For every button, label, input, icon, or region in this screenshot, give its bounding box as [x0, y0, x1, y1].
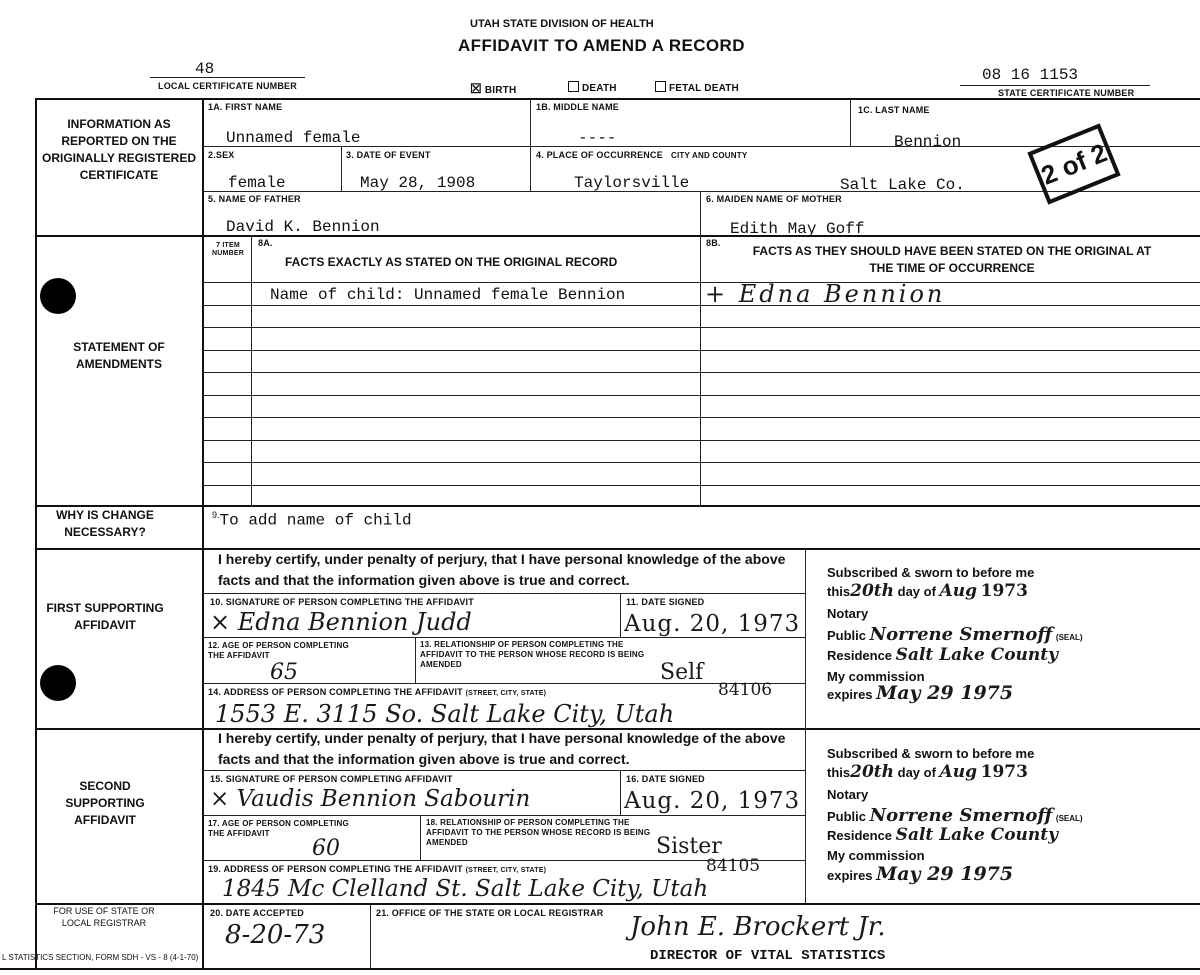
- col-8a-number: 8A.: [258, 238, 273, 248]
- amendment-row-line: [202, 327, 1200, 328]
- date-of-event-value: May 28, 1908: [360, 174, 476, 192]
- second-certify-text: I hereby certify, under penalty of perjury, that I have personal knowledge of the above facts and that the information given above is true and correct.: [218, 730, 786, 767]
- sex-label: 2.SEX: [208, 150, 235, 160]
- first-date-value: Aug. 20, 1973: [624, 611, 801, 637]
- col-8b-heading: FACTS AS THEY SHOULD HAVE BEEN STATED ON THE ORIGINAL AT THE TIME OF OCCURRENCE: [752, 244, 1152, 275]
- amendment-row-line: [202, 417, 1200, 418]
- last-name-value: Bennion: [894, 133, 962, 151]
- second-commission: My commission: [827, 848, 925, 863]
- death-checkbox: DEATH: [568, 81, 617, 94]
- section-why-label: WHY IS CHANGE NECESSARY?: [56, 508, 154, 539]
- sex-value: female: [228, 174, 286, 192]
- middle-name-value: ----: [578, 129, 617, 147]
- amendment-row-line: [202, 305, 1200, 306]
- amendment-row-line: [202, 350, 1200, 351]
- second-sworn: Subscribed & sworn to before me: [827, 746, 1035, 761]
- first-residence: Residence Salt Lake County: [827, 645, 1058, 665]
- col-8a-heading: FACTS EXACTLY AS STATED ON THE ORIGINAL RECORD: [285, 255, 618, 269]
- second-address-value: 1845 Mc Clelland St. Salt Lake City, Utah: [222, 876, 709, 902]
- first-name-label: 1A. FIRST NAME: [208, 102, 283, 112]
- first-notary-label: Notary: [827, 606, 869, 621]
- registrar-title: DIRECTOR OF VITAL STATISTICS: [650, 948, 886, 964]
- first-address-value: 1553 E. 3115 So. Salt Lake City, Utah: [215, 700, 675, 728]
- second-date-value: Aug. 20, 1973: [624, 788, 801, 814]
- why-text: $^{9.}$To add name of child: [212, 510, 412, 530]
- second-age-label: 17. AGE OF PERSON COMPLETING THE AFFIDAVIT: [208, 819, 349, 838]
- first-relationship-value: Self: [660, 660, 704, 685]
- first-age-label: 12. AGE OF PERSON COMPLETING THE AFFIDAVIT: [208, 641, 349, 660]
- original-fact: Name of child: Unnamed female Bennion: [270, 286, 626, 304]
- second-notary-public: Public Norrene Smernoff (SEAL): [827, 805, 1083, 826]
- form-footer: L STATISTICS SECTION, FORM SDH - VS - 8 (4-1-70): [2, 953, 199, 962]
- father-value: David K. Bennion: [226, 218, 380, 236]
- county-value: Salt Lake Co.: [840, 176, 965, 194]
- second-age-value: 60: [312, 836, 340, 861]
- first-age-value: 65: [270, 660, 298, 685]
- first-relationship-label: 13. RELATIONSHIP OF PERSON COMPLETING THE AFFIDAVIT TO THE PERSON WHOSE RECORD IS BEING AMENDED: [420, 640, 645, 669]
- second-notary-label: Notary: [827, 787, 869, 802]
- second-zip: 84105: [706, 856, 761, 876]
- section-info-label: INFORMATION AS REPORTED ON THE ORIGINALLY REGISTERED CERTIFICATE: [41, 117, 197, 182]
- local-cert-label: LOCAL CERTIFICATE NUMBER: [158, 81, 297, 91]
- date-of-event-label: 3. DATE OF EVENT: [346, 150, 431, 160]
- amendment-row-line: [202, 372, 1200, 373]
- punch-hole-top: [40, 278, 76, 314]
- first-sworn-date: this20th day of Aug 1973: [827, 581, 1028, 601]
- second-sig-label: 15. SIGNATURE OF PERSON COMPLETING AFFIDAVIT: [210, 774, 453, 784]
- first-signature: × Edna Bennion Judd: [210, 608, 472, 636]
- punch-hole-bottom: [40, 665, 76, 701]
- mother-label: 6. MAIDEN NAME OF MOTHER: [706, 194, 842, 204]
- amendment-row-line: [202, 485, 1200, 486]
- first-name-value: Unnamed female: [226, 129, 361, 147]
- last-name-label: 1C. LAST NAME: [858, 105, 930, 115]
- section-second-affidavit-label: SECOND SUPPORTING AFFIDAVIT: [65, 779, 145, 827]
- registrar-office-label: 21. OFFICE OF THE STATE OR LOCAL REGISTRAR: [376, 908, 604, 918]
- birth-checkbox: ☒ BIRTH: [470, 81, 517, 96]
- first-sig-label: 10. SIGNATURE OF PERSON COMPLETING THE AFFIDAVIT: [210, 597, 474, 607]
- state-cert-number: 08 16 1153: [982, 66, 1079, 84]
- section-first-affidavit-label: FIRST SUPPORTING AFFIDAVIT: [46, 601, 164, 632]
- father-label: 5. NAME OF FATHER: [208, 194, 301, 204]
- item-number-label: 7 ITEM NUMBER: [212, 242, 244, 257]
- mother-value: Edith May Goff: [730, 220, 865, 238]
- first-address-label: 14. ADDRESS OF PERSON COMPLETING THE AFFIDAVIT (STREET, CITY, STATE): [208, 687, 547, 697]
- second-address-label: 19. ADDRESS OF PERSON COMPLETING THE AFFIDAVIT (STREET, CITY, STATE): [208, 864, 547, 874]
- second-residence: Residence Salt Lake County: [827, 825, 1058, 845]
- second-signature: × Vaudis Bennion Sabourin: [210, 786, 531, 812]
- registrar-signature: John E. Brockert Jr.: [630, 912, 886, 942]
- first-commission: My commission: [827, 669, 925, 684]
- first-sworn: Subscribed & sworn to before me: [827, 565, 1035, 580]
- second-relationship-value: Sister: [656, 834, 722, 859]
- first-expires: expires May 29 1975: [827, 682, 1014, 704]
- amendment-row-line: [202, 440, 1200, 441]
- state-cert-label: STATE CERTIFICATE NUMBER: [998, 88, 1135, 98]
- first-notary-public: Public Norrene Smernoff (SEAL): [827, 624, 1083, 645]
- first-certify-text: I hereby certify, under penalty of perjury, that I have personal knowledge of the above facts and that the information given above is true and correct.: [218, 551, 786, 588]
- section-registrar-label: FOR USE OF STATE OR LOCAL REGISTRAR: [53, 906, 155, 928]
- page-stamp: 2 of 2: [1027, 123, 1120, 204]
- second-expires: expires May 29 1975: [827, 863, 1014, 885]
- agency-name: UTAH STATE DIVISION OF HEALTH: [470, 18, 654, 30]
- city-value: Taylorsville: [574, 174, 690, 192]
- date-accepted-value: 8-20-73: [225, 920, 326, 950]
- second-sworn-date: this20th day of Aug 1973: [827, 762, 1028, 782]
- corrected-fact: + Edna Bennion: [705, 280, 946, 308]
- amendment-row-line: [202, 462, 1200, 463]
- col-8b-number: 8B.: [706, 238, 721, 248]
- section-statement-label: STATEMENT OF AMENDMENTS: [73, 340, 165, 371]
- second-date-label: 16. DATE SIGNED: [626, 774, 705, 784]
- place-label: 4. PLACE OF OCCURRENCE CITY AND COUNTY: [536, 150, 748, 160]
- local-cert-number: 48: [195, 60, 215, 78]
- form-title: AFFIDAVIT TO AMEND A RECORD: [458, 36, 745, 55]
- first-date-label: 11. DATE SIGNED: [626, 597, 705, 607]
- fetal-death-checkbox: FETAL DEATH: [655, 81, 739, 94]
- amendment-row-line: [202, 395, 1200, 396]
- second-relationship-label: 18. RELATIONSHIP OF PERSON COMPLETING THE AFFIDAVIT TO THE PERSON WHOSE RECORD IS BEING AMENDED: [426, 818, 651, 847]
- middle-name-label: 1B. MIDDLE NAME: [536, 102, 620, 112]
- first-zip: 84106: [718, 680, 773, 700]
- date-accepted-label: 20. DATE ACCEPTED: [210, 908, 304, 918]
